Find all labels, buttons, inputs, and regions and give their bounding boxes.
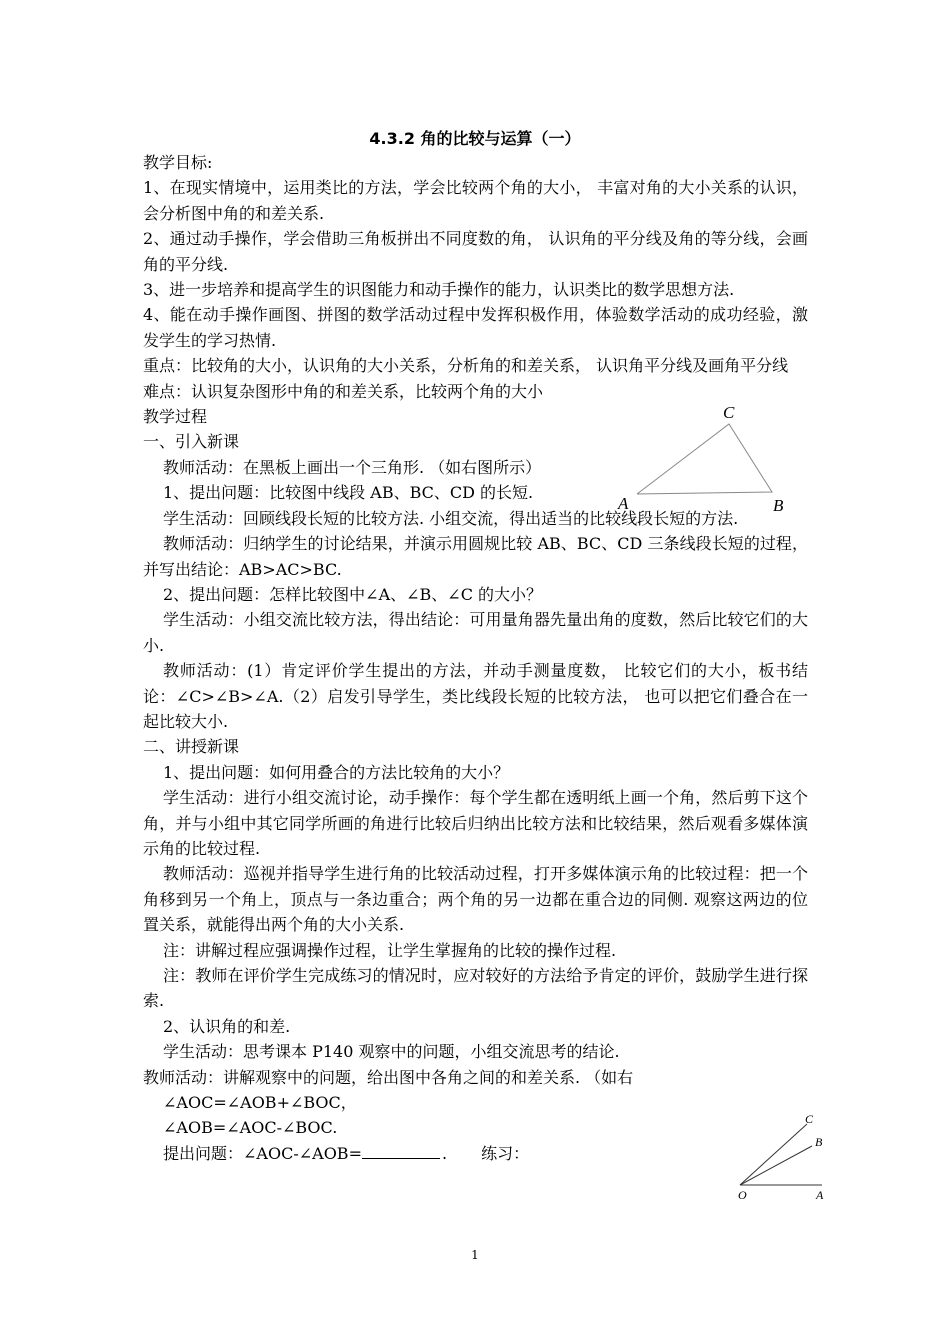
teacher-activity-line: 教师活动：讲解观察中的问题，给出图中各角之间的和差关系. （如右 xyxy=(143,1067,634,1087)
paragraph: 1、提出问题：如何用叠合的方法比较角的大小？ xyxy=(163,762,510,782)
paragraph: 2、认识角的和差. xyxy=(163,1016,291,1036)
process-heading: 教学过程 xyxy=(143,407,208,427)
objectives-heading: 教学目标: xyxy=(143,153,213,172)
objective-item: 2、通过动手操作，学会借助三角板拼出不同度数的角， 认识角的平分线及角的等分线，会画角的平分线. xyxy=(143,229,808,274)
document-body xyxy=(143,150,808,1166)
difficulty: 难点：认识复杂图形中角的和差关系，比较两个角的大小 xyxy=(143,381,544,401)
paragraph: 注：讲解过程应强调操作过程，让学生掌握角的比较的操作过程. xyxy=(163,940,617,960)
triangle-edges xyxy=(637,424,772,494)
paragraph: 学生活动：小组交流比较方法，得出结论：可用量角器先量出角的度数，然后比较它们的大小. xyxy=(143,610,808,655)
objective-item: 1、在现实情境中，运用类比的方法，学会比较两个角的大小， 丰富对角的大小关系的认识，会分析图中角的和差关系. xyxy=(143,178,808,223)
key-points: 重点：比较角的大小，认识角的大小关系，分析角的和差关系， 认识角平分线及画角平分线 xyxy=(143,356,789,376)
paragraph: 教师活动：归纳学生的讨论结果，并演示用圆规比较 AB、BC、CD 三条线段长短的过程，并写出结论：AB>AC>BC. xyxy=(143,534,808,579)
objective-item: 3、进一步培养和提高学生的识图能力和动手操作的能力，认识类比的数学思想方法. xyxy=(143,280,735,300)
paragraph: 2、提出问题：怎样比较图中∠A、∠B、∠C 的大小？ xyxy=(163,584,543,604)
paragraph: 学生活动：回顾线段长短的比较方法. 小组交流，得出适当的比较线段长短的方法. xyxy=(163,508,739,528)
section-heading: 二、讲授新课 xyxy=(143,737,240,757)
angle-figure xyxy=(732,1108,832,1204)
answer-blank xyxy=(362,1142,440,1159)
equation: ∠AOC=∠AOB+∠BOC， xyxy=(163,1093,357,1113)
paragraph: 教师活动：(1）肯定评价学生提出的方法，并动手测量度数， 比较它们的大小，板书结论：∠C>∠B>∠A.（2）启发引导学生，类比线段长短的比较方法， 也可以把它们叠合在一起比较大小. xyxy=(143,661,808,731)
paragraph: 注：教师在评价学生完成练习的情况时，应对较好的方法给予肯定的评价，鼓励学生进行探索. xyxy=(143,966,808,1011)
paragraph: 学生活动：进行小组交流讨论，动手操作：每个学生都在透明纸上画一个角，然后剪下这个角，并与小组中其它同学所画的角进行比较后归纳出比较方法和比较结果，然后观看多媒体演示角的比较过程. xyxy=(143,788,808,858)
label-o: O xyxy=(738,1188,747,1202)
paragraph: 1、提出问题：比较图中线段 AB、BC、CD 的长短. xyxy=(163,483,534,503)
equation: ∠AOB=∠AOC-∠BOC. xyxy=(163,1118,338,1138)
triangle-figure xyxy=(612,398,802,520)
label-a: A xyxy=(816,1188,824,1202)
label-c: C xyxy=(805,1112,814,1126)
label-b: B xyxy=(815,1135,823,1149)
paragraph: 教师活动：巡视并指导学生进行角的比较活动过程，打开多媒体演示角的比较过程：把一个角移到另一个角上，顶点与一条边重合；两个角的另一边都在重合边的同侧. 观察这两边的位置关系，就能得出两个角的大小关系. xyxy=(143,864,808,935)
section-heading: 一、引入新课 xyxy=(143,432,240,452)
label-b: B xyxy=(773,496,784,515)
paragraph: 学生活动：思考课本 P140 观察中的问题，小组交流思考的结论. xyxy=(163,1042,620,1062)
label-c: C xyxy=(723,403,735,422)
page-number: 1 xyxy=(471,1248,479,1262)
paragraph: 教师活动：在黑板上画出一个三角形. （如右图所示） xyxy=(163,457,542,477)
question-prefix: 提出问题：∠AOC-∠AOB= xyxy=(163,1143,362,1163)
objective-item: 4、能在动手操作画图、拼图的数学活动过程中发挥积极作用，体验数学活动的成功经验，激发学生的学习热情. xyxy=(143,305,808,350)
question-suffix: . xyxy=(441,1143,448,1163)
label-a: A xyxy=(618,494,629,513)
page-title: 4.3.2 角的比较与运算（一） xyxy=(369,129,581,148)
question-line xyxy=(143,1141,808,1166)
exercise-label: 练习： xyxy=(481,1143,530,1163)
